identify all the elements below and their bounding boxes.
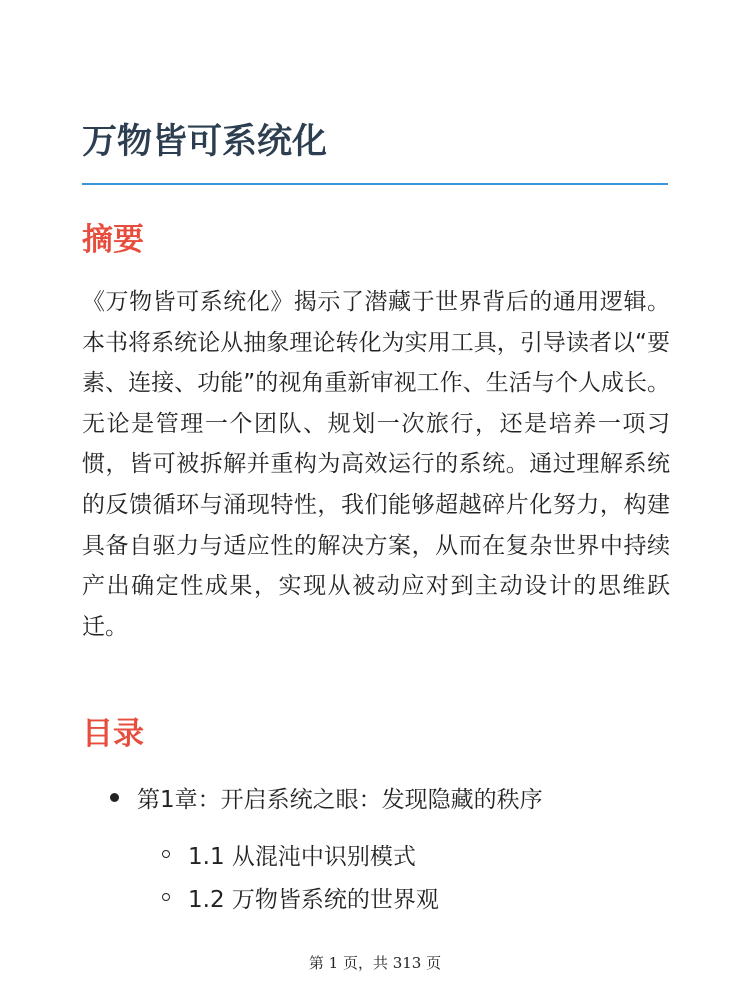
summary-heading: 摘要 <box>82 222 144 258</box>
bullet-circle-icon <box>162 850 170 858</box>
title-divider <box>82 183 668 185</box>
toc-section-1-2[interactable] <box>162 878 439 916</box>
summary-paragraph: 《万物皆可系统化》揭示了潜藏于世界背后的通用逻辑。本书将系统论从抽象理论转化为实用工具，引导读者以“要素、连接、功能”的视角重新审视工作、生活与个人成长。无论是管理一个团队、规划一次旅行，还是培养一项习惯，皆可被拆解并重构为高效运行的系统。通过理解系统的反馈循环与涌现特性，我们能够超越碎片化努力，构建具备自驱力与适应性的解决方案，从而在复杂世界中持续产出确定性成果，实现从被动应对到主动设计的思维跃迁。 <box>82 289 670 640</box>
toc-chapter-label: 第1章：开启系统之眼：发现隐藏的秩序 <box>137 786 543 813</box>
book-title: 万物皆可系统化 <box>82 122 328 162</box>
bullet-disc-icon <box>110 793 119 802</box>
toc-chapter-1[interactable] <box>110 778 543 816</box>
page-number-footer: 第 1 页，共 313 页 <box>308 954 442 972</box>
bullet-circle-icon <box>162 893 170 901</box>
toc-section-1-1[interactable] <box>162 835 416 873</box>
toc-heading: 目录 <box>82 716 144 752</box>
toc-section-label: 1.1 从混沌中识别模式 <box>188 843 416 870</box>
toc-section-label: 1.2 万物皆系统的世界观 <box>188 886 439 913</box>
